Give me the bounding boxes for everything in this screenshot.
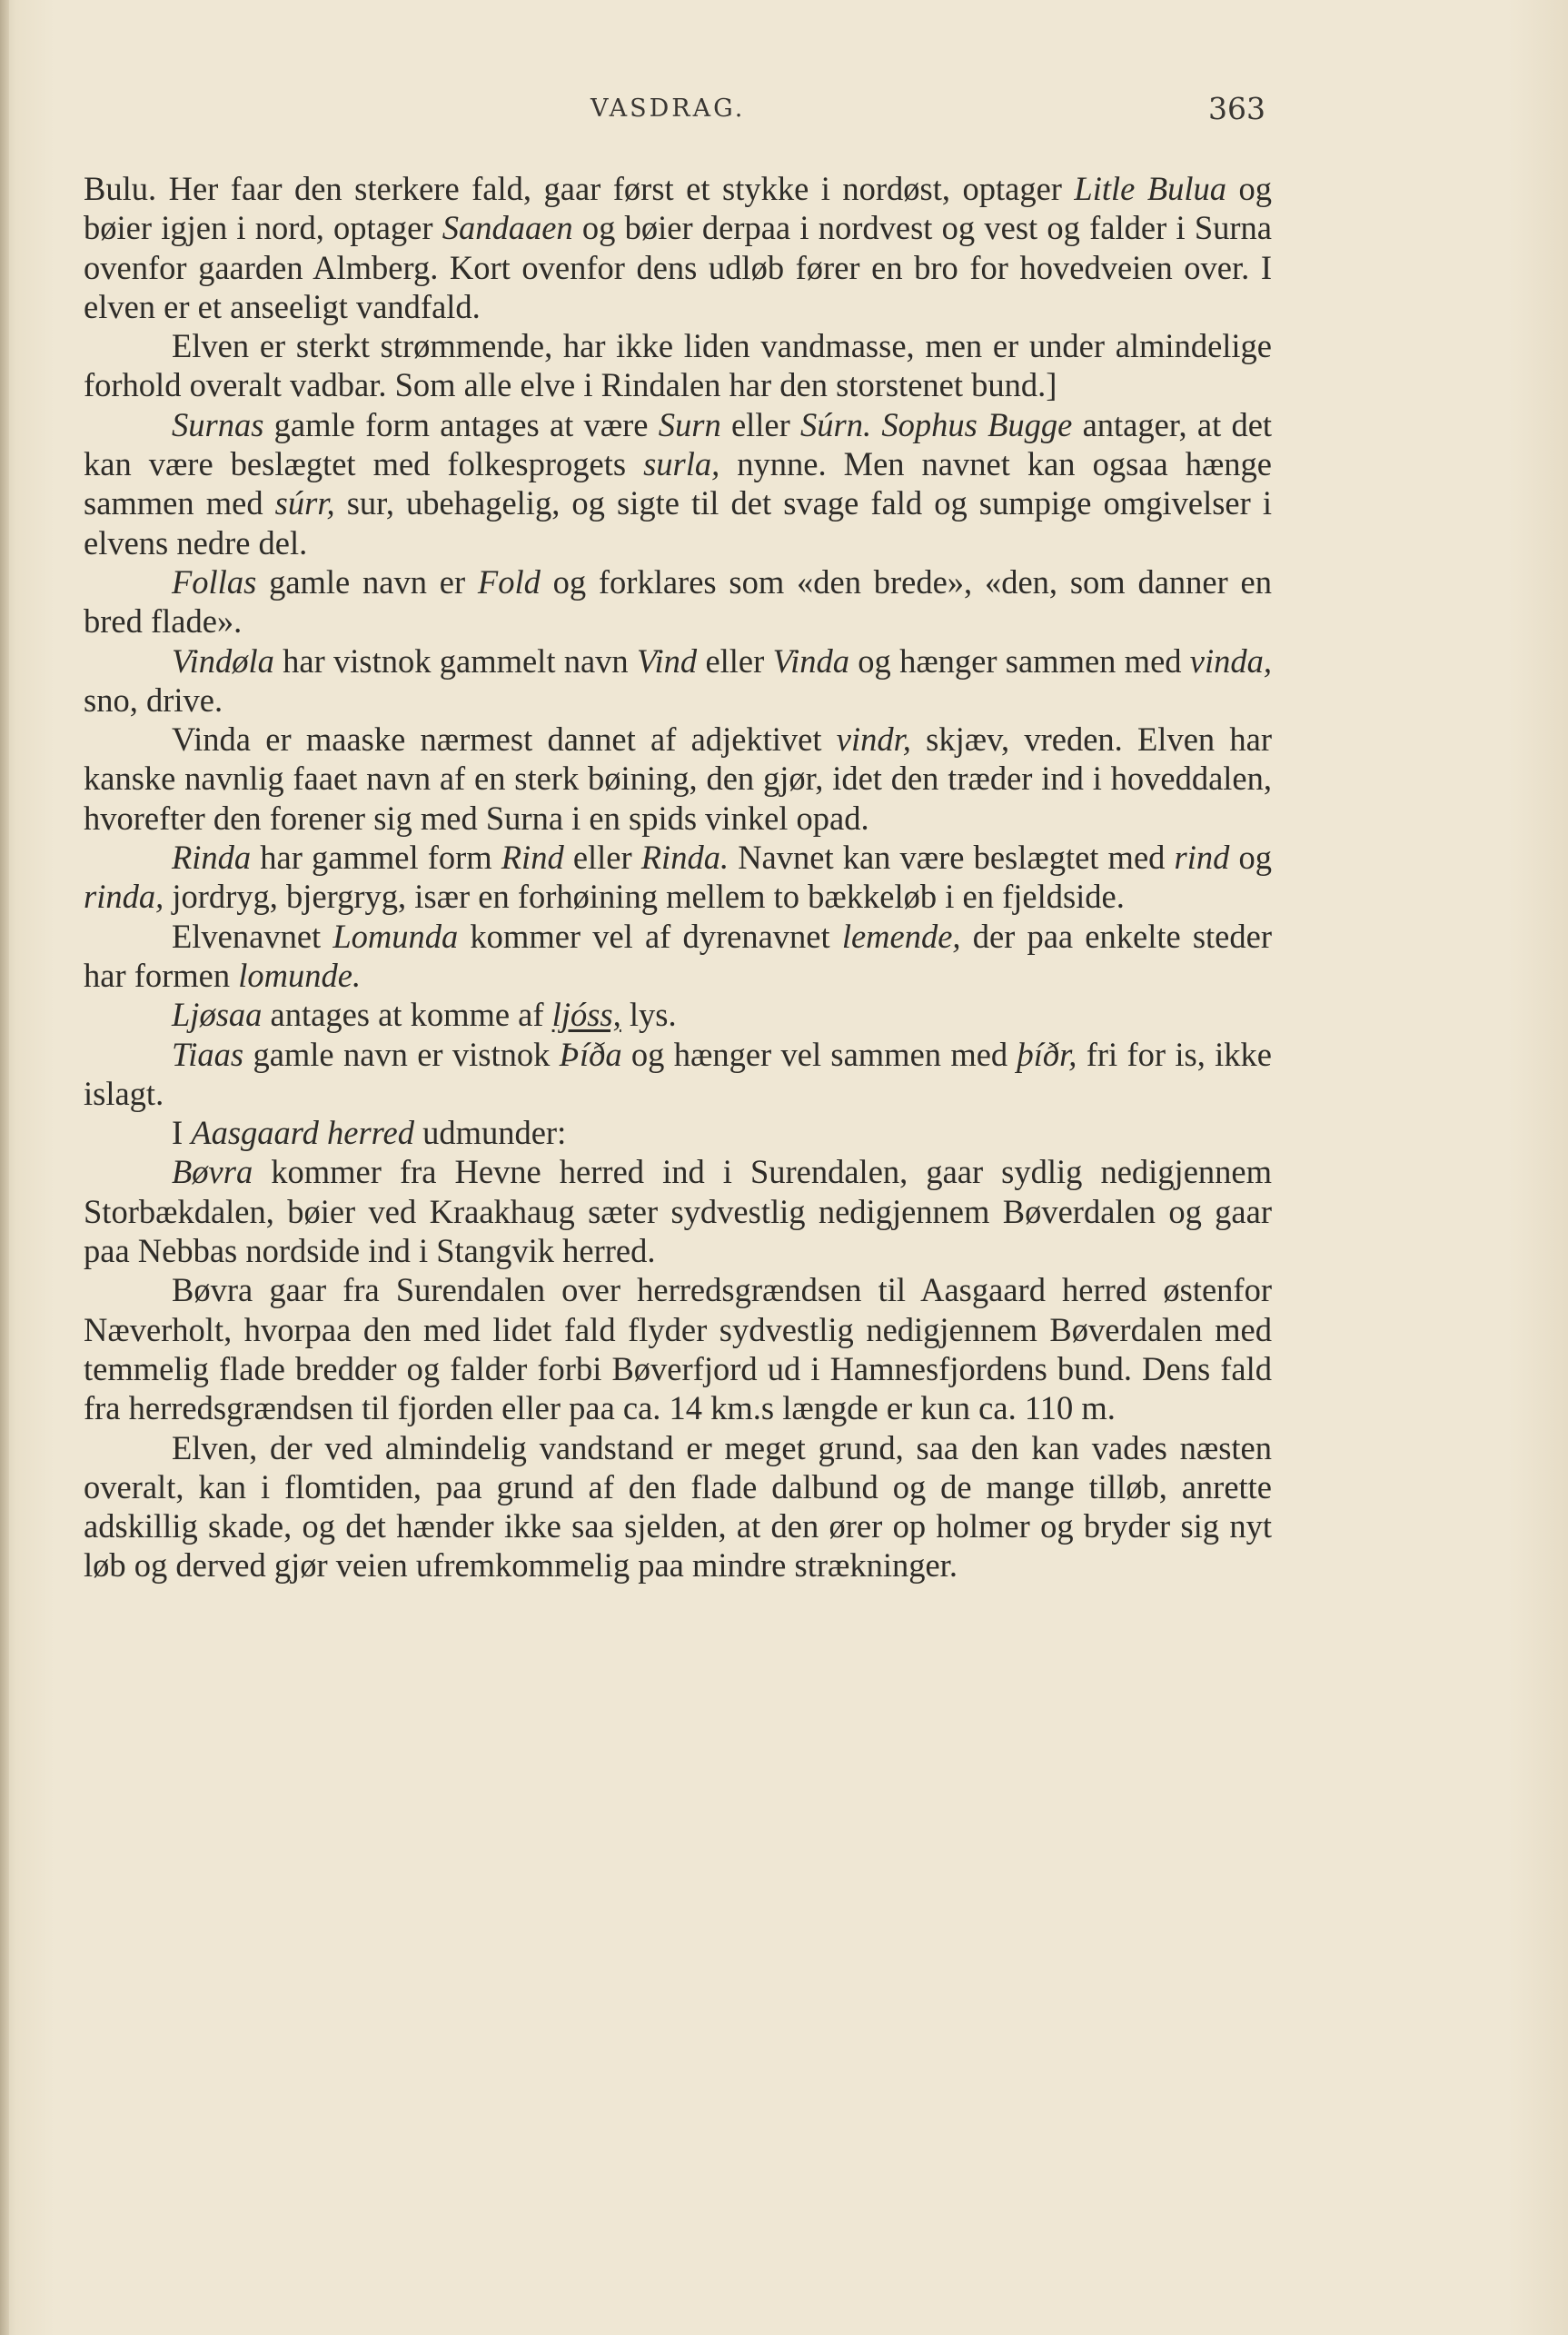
italic-term: lomunde. — [238, 956, 362, 994]
text-run — [871, 406, 881, 443]
italic-term: Follas — [172, 562, 257, 601]
text-run: eller — [697, 641, 773, 680]
book-spine-shadow — [0, 0, 9, 2335]
text-run: der paa enkelte steder har formen — [84, 917, 1272, 994]
italic-term: Aasgaard herred — [191, 1114, 414, 1152]
paragraph — [84, 1035, 1272, 1114]
italic-term: Sophus Bugge — [881, 405, 1073, 443]
text-run: skjæv, vreden. Elven har kanske navnlig faaet navn af en sterk bøining, den gjør, idet den træder ind i hoveddalen, hvorefter den forener sig med Surna i en spids vinkel opad. — [84, 720, 1273, 837]
paragraph — [84, 1113, 1272, 1152]
italic-term: Vind — [636, 641, 698, 680]
text-run: og bøier derpaa i nordvest og vest og falder i Surna ovenfor gaarden Almberg. Kort ovenfor dens udløb fører en bro for hovedveien over. I elven er et anseeligt vandfald. — [84, 209, 1272, 325]
italic-term: Tiaas — [172, 1035, 244, 1073]
italic-term: Lomunda — [332, 917, 459, 955]
paragraph — [84, 1428, 1272, 1585]
text-run: eller — [720, 405, 801, 443]
italic-term: Rinda. — [640, 839, 729, 877]
paragraph — [84, 405, 1272, 562]
page-number: 363 — [1208, 91, 1265, 126]
paragraph — [84, 838, 1272, 917]
italic-term: Surnas — [172, 405, 264, 443]
italic-term: Rinda — [172, 839, 252, 877]
paragraph — [84, 1152, 1272, 1270]
text-run: antages at komme af — [262, 996, 552, 1034]
text-run: jordryg, bjergryg, især en forhøining mellem to bækkeløb i en fjeldside. — [164, 878, 1125, 916]
italic-term: surla, — [643, 445, 720, 483]
text-run: Bulu. Her faar den sterkere fald, gaar først et stykke i nordøst, optager — [84, 170, 1075, 207]
text-run: Bøvra gaar fra Surendalen over herredsgrændsen til Aasgaard herred østenfor Næverholt, hvorpaa den med lidet fald flyder sydvestlig nedigjennem Bøverdalen med temmelig flade bredder og falder forbi Bøverfjord ud i Hamnesfjordens bund. Dens fald fra herredsgrændsen til fjorden eller paa ca. 14 km.s længde er kun ca. 110 m. — [84, 1271, 1272, 1427]
italic-term: Rind — [501, 839, 564, 877]
italic-term: rinda, — [84, 878, 164, 916]
paragraph — [84, 169, 1272, 326]
italic-term: þíðr, — [1017, 1035, 1077, 1073]
italic-term: rind — [1174, 839, 1230, 877]
italic-term: Vinda — [772, 641, 850, 680]
text-run: fri for is, ikke islagt. — [84, 1035, 1272, 1112]
text-run: nynne. Men navnet kan ogsaa hænge sammen med — [84, 445, 1272, 522]
text-run: og forklares som «den brede», «den, som danner en bred flade». — [84, 562, 1272, 641]
italic-term: Bøvra — [172, 1153, 253, 1191]
italic-term: Þíða — [559, 1035, 622, 1073]
text-run: Elven, der ved almindelig vandstand er meget grund, saa den kan vades næsten overalt, kan i flomtiden, paa grund af den flade dalbund og de mange tilløb, anrette adskillig skade, og det hænder ikke saa sjelden, at den ører op holmer og bryder sig nyt løb og derved gjør veien ufremkommelig paa mindre strækninger. — [84, 1428, 1272, 1585]
text-run: lys. — [620, 996, 677, 1034]
body-text — [84, 169, 1272, 1585]
italic-term: Vindøla — [172, 641, 274, 680]
text-run: har gammel form — [251, 839, 501, 877]
italic-term: Ljøsaa — [172, 996, 263, 1034]
paragraph — [84, 720, 1272, 838]
italic-term: Litle Bulua — [1074, 170, 1227, 207]
text-run: og hænger vel sammen med — [621, 1035, 1017, 1073]
text-run: I — [172, 1114, 192, 1152]
text-run: gamle navn er vistnok — [243, 1035, 560, 1073]
text-run: eller — [563, 839, 641, 877]
italic-term: vinda, — [1189, 641, 1273, 680]
text-run: Vinda er maaske nærmest dannet af adjektivet — [172, 720, 837, 759]
text-run: sno, drive. — [84, 681, 223, 719]
italic-term: Surn — [658, 405, 721, 443]
paragraph — [84, 641, 1272, 720]
paragraph — [84, 326, 1272, 405]
italic-term: Súrn. — [800, 405, 872, 443]
text-run: gamle form antages at være — [263, 405, 659, 443]
page-header — [0, 91, 1568, 136]
text-run: og hænger sammen med — [849, 641, 1190, 680]
running-title: VASDRAG. — [590, 94, 746, 123]
paragraph — [84, 917, 1272, 996]
text-run: og — [1229, 839, 1272, 877]
italic-term: súrr, — [274, 484, 335, 522]
text-run: Elvenavnet — [172, 917, 333, 955]
text-run: har vistnok gammelt navn — [273, 641, 637, 680]
paragraph — [84, 562, 1272, 641]
text-run: og bøier igjen i nord, optager — [84, 170, 1272, 247]
text-run: kommer vel af dyrenavnet — [458, 917, 842, 955]
text-run: sur, ubehagelig, og sigte til det svage fald og sumpige omgivelser i elvens nedre del. — [84, 484, 1272, 561]
text-run: gamle navn er — [256, 562, 478, 601]
italic-term: vindr, — [836, 720, 911, 759]
paragraph — [84, 995, 1272, 1034]
italic-term: Fold — [477, 562, 541, 601]
text-run: Elven er sterkt strømmende, har ikke liden vandmasse, men er under almindelige forhold overalt vadbar. Som alle elve i Rindalen har den storstenet bund.] — [84, 327, 1272, 404]
text-run: Navnet kan være beslægtet med — [729, 839, 1175, 877]
italic-term: ljóss, — [551, 996, 621, 1034]
text-run: kommer fra Hevne herred ind i Surendalen, gaar sydlig nedigjennem Storbækdalen, bøier ved Kraakhaug sæter sydvestlig nedigjennem Bøverdalen og gaar paa Nebbas nordside ind i Stangvik herred. — [84, 1153, 1272, 1270]
paragraph — [84, 1270, 1272, 1427]
text-run: udmunder: — [413, 1114, 567, 1152]
italic-term: Sandaaen — [442, 209, 573, 247]
italic-term: lemende, — [841, 917, 961, 955]
text-run: antager, at det kan være beslægtet med folkesprogets — [84, 405, 1273, 483]
